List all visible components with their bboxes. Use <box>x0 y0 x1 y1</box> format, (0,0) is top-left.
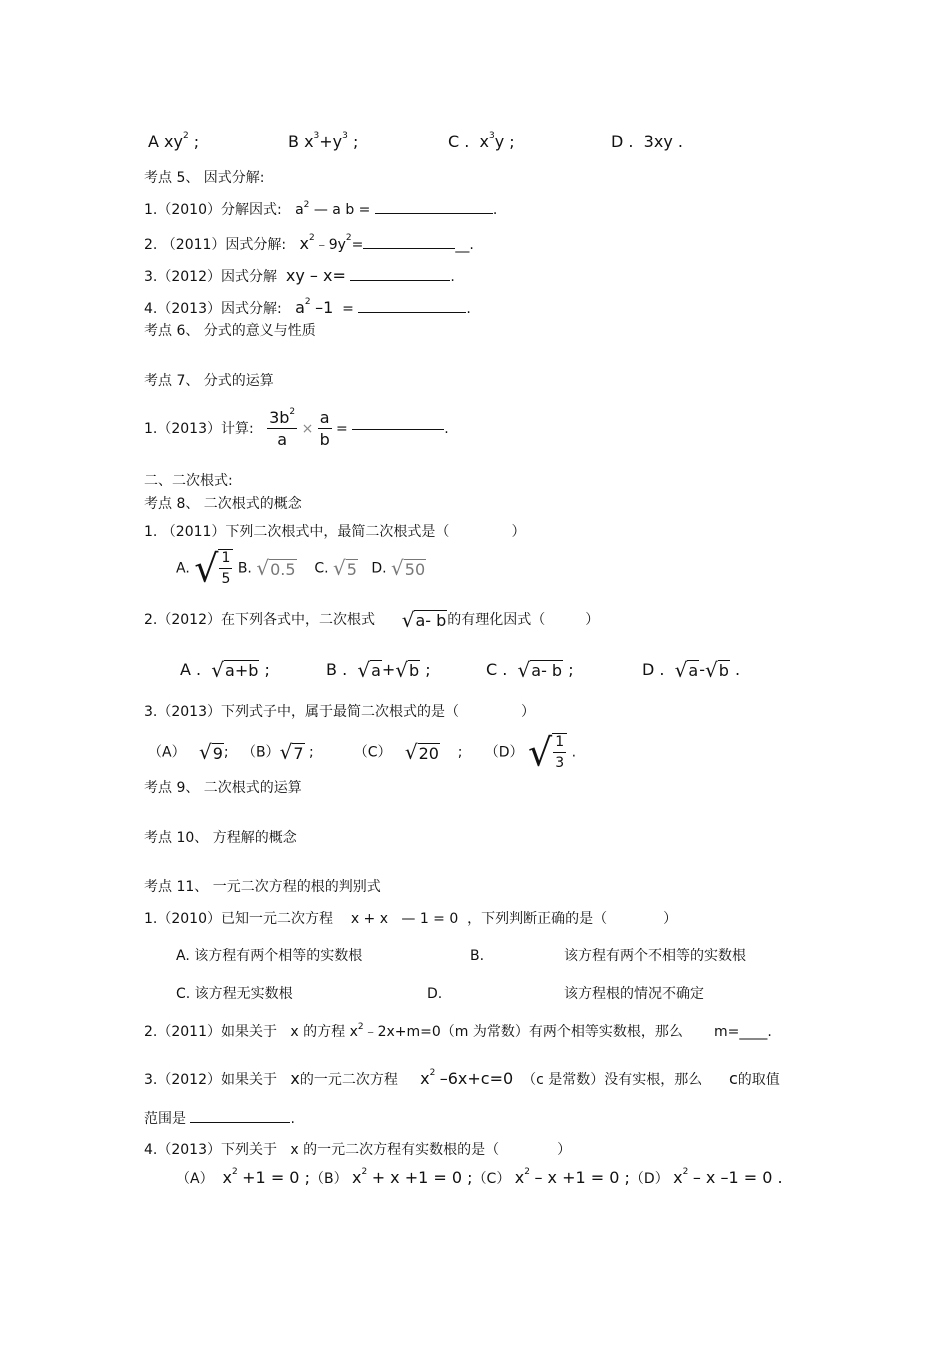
s8-q2-option-c: C . √a- b ; <box>486 658 574 682</box>
answer-blank[interactable] <box>375 213 493 214</box>
answer-blank[interactable] <box>350 280 450 281</box>
s11-q1-option-a: A. 该方程有两个相等的实数根 <box>176 948 363 964</box>
s5-question-3: 3.（2012）因式分解 xy – x= . <box>144 266 455 285</box>
sqrt-b: √b <box>705 658 729 682</box>
sqrt-a-minus-b: √a- b <box>517 658 563 682</box>
sqrt-7: √7 <box>279 740 304 765</box>
s5-question-4: 4.（2013）因式分解: $a^2$ –1 = . <box>144 297 471 317</box>
answer-blank[interactable] <box>358 312 466 313</box>
sqrt-a-minus-b: √a- b <box>401 608 447 632</box>
sqrt-one-fifth: √ $\frac{1}{5}$ <box>194 549 233 588</box>
q4-option-d: D . 3xy . <box>611 132 683 151</box>
s8-question-1: 1. （2011）下列二次根式中，最简二次根式是（ ） <box>144 524 526 540</box>
s11-q1-option-d-label: D. <box>427 986 443 1002</box>
sqrt-5: √5 <box>333 556 357 581</box>
sqrt-one-third: √ $\frac{1}{3}$ <box>528 733 567 772</box>
s8-q1-options: A. √ $\frac{1}{5}$ B. √0.5 C. √5 D. √50 <box>176 546 426 591</box>
section-10-heading: 考点 10、 方程解的概念 <box>144 830 297 846</box>
s11-q1-option-c: C. 该方程无实数根 <box>176 986 293 1002</box>
sqrt-a: √a <box>674 658 699 682</box>
q4-option-a: A $xy^2$ ; <box>148 131 200 151</box>
s8-question-3: 3.（2013）下列式子中，属于最简二次根式的是（ ） <box>144 704 535 720</box>
section-9-heading: 考点 9、 二次根式的运算 <box>144 780 302 796</box>
section-5-heading: 考点 5、 因式分解: <box>144 170 265 186</box>
times-sign: × <box>301 421 314 437</box>
sqrt-0-5: √0.5 <box>256 556 296 581</box>
s11-q4-options: （A） $x^2 +1 = 0$ ;（B） $x^2 + x +1 = 0$ ;（C） $x^2 - x +1 = 0$ ;（D） $x^2$ – x –1 = 0 . <box>176 1167 783 1187</box>
s8-q2-option-a: A . √a+b ; <box>180 658 270 682</box>
s8-question-2: 2.（2012）在下列各式中，二次根式 √a- b的有理化因式（ ） <box>144 608 600 632</box>
sqrt-9: √9 <box>198 740 223 765</box>
section-6-heading: 考点 6、 分式的意义与性质 <box>144 323 316 339</box>
s11-question-4: 4.（2013）下列关于 x 的一元二次方程有实数根的是（ ） <box>144 1142 572 1158</box>
section-7-heading: 考点 7、 分式的运算 <box>144 373 274 389</box>
s11-q1-option-d-text: 该方程根的情况不确定 <box>564 986 704 1002</box>
s11-q1-option-b-label: B. <box>470 948 485 964</box>
sqrt-a-plus-b: √a+b <box>211 658 259 682</box>
s11-question-2: 2.（2011）如果关于 x 的方程 $x^2﹣2x+m=0(m$ 为常数）有两个相等实数根，那么 m=____. <box>144 1022 772 1040</box>
s8-q2-option-b: B . √a+√b ; <box>326 658 431 682</box>
s11-question-3-line2: 范围是 . <box>144 1111 295 1127</box>
sqrt-b: √b <box>395 658 420 682</box>
answer-blank[interactable] <box>352 429 444 430</box>
fraction-a-over-b: $\frac{a}{b}$ <box>319 408 330 449</box>
sqrt-50: √50 <box>391 556 426 581</box>
fraction-3b2-over-a: $\frac{3b^2}{a}$ <box>269 407 296 449</box>
answer-blank[interactable] <box>363 248 455 249</box>
s5-question-1: 1.（2010）分解因式: $a^2$ — a b = . <box>144 200 498 218</box>
s8-q2-option-d: D . √a-√b . <box>642 658 741 682</box>
section-8-heading: 考点 8、 二次根式的概念 <box>144 496 302 512</box>
part-2-heading: 二、二次根式: <box>144 473 233 489</box>
s7-question-1: 1.（2013）计算: $\frac{3b^2}{a}$ × $\frac{a}{b}$ = . <box>144 407 449 449</box>
section-11-heading: 考点 11、 一元二次方程的根的判别式 <box>144 879 381 895</box>
q4-option-b: B $x^3+y^3$ ; <box>288 131 359 151</box>
q4-option-c: C . $x^3y$ ; <box>448 131 515 151</box>
s11-question-3: 3.（2012）如果关于 x的一元二次方程 $x^2$ –6x+c=0 （c 是常数）没有实根，那么 c的取值 <box>144 1068 780 1088</box>
s8-q3-options: （A） √9; （B）√7 ; （C） √20 ; （D） √ $\frac{1}{3}$ . <box>148 730 577 775</box>
sqrt-a: √a <box>357 658 381 682</box>
sqrt-20: √20 <box>404 740 439 765</box>
s5-question-2: 2. （2011）因式分解: $x^2﹣9y^2=$ __. <box>144 233 474 253</box>
s11-question-1: 1.（2010）已知一元二次方程 x + x — 1 = 0 ，下列判断正确的是（ ） <box>144 911 678 927</box>
s11-q1-option-b-text: 该方程有两个不相等的实数根 <box>564 948 746 964</box>
answer-blank[interactable] <box>190 1122 290 1123</box>
